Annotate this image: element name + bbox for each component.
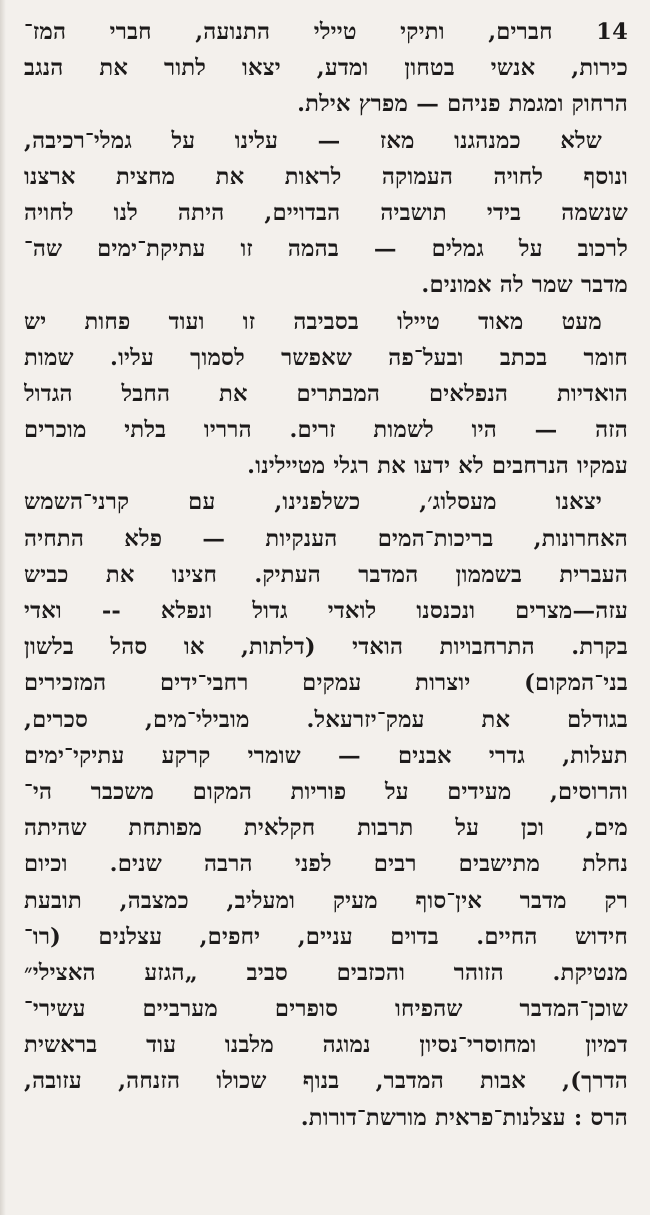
text-line: הזה — היו לשמות זרים. הרריו בלתי מוכרים — [24, 417, 628, 444]
page-edge-shadow — [0, 0, 6, 1215]
article-text — [24, 14, 628, 1136]
text-line: יצאנו מעסלוג׳, כשלפנינו, עם קרני־השמש — [24, 489, 602, 516]
text-line: האחרונות, בריכות־המים הענקיות — פלא התחיה — [24, 525, 628, 552]
text-line: ונוסף לחויה העמוקה לראות את מחצית ארצנו — [24, 163, 628, 190]
text-line: הרחוק ומגמת פניהם — מפרץ אילת. — [297, 91, 628, 118]
text-line: בקרת. התרחבויות הואדי (דלתות, או סהל בלשון — [24, 634, 628, 661]
text-line: עזה—מצרים ונכנסנו לואדי גדול ונפלא -- ואדי — [24, 598, 628, 624]
text-line: הרס : עצלנות־פראית מורשת־דורות. — [300, 1104, 628, 1131]
text-line: מים, וכן על תרבות חקלאית מפותחת שהיתה — [24, 815, 628, 842]
text-line: חידוש החיים. בדוים עניים, יחפים, עצלנים (רו־ — [24, 923, 628, 950]
text-line: לרכוב על גמלים — בהמה זו עתיקת־ימים שה־ — [24, 236, 628, 263]
text-line: שנשמה בידי תושביה הבדויים, היתה לנו לחויה — [24, 199, 628, 226]
text-line: נחלת מתישבים רבים לפני הרבה שנים. וכיום — [24, 851, 628, 878]
text-line: מנטיקת. הזוהר והכזבים סביב „הגזע האצילי״ — [24, 959, 628, 986]
text-line: חומר בכתב ובעל־פה שאפשר לסמוך עליו. שמות — [24, 344, 628, 371]
text-line: הדרך), אבות המדבר, בנוף שכולו הזנחה, עזובה, — [24, 1068, 628, 1095]
text-line: שלא כמנהגנו מאז — עלינו על גמלי־רכיבה, — [24, 127, 602, 154]
text-line: כירות, אנשי בטחון ומדע, יצאו לתור את הנגב — [24, 55, 628, 82]
text-line: מעט מאוד טיילו בסביבה זו ועוד פחות יש — [24, 308, 602, 335]
text-line: תעלות, גדרי אבנים — שומרי קרקע עתיקי־ימים — [24, 742, 628, 769]
text-line: בני־המקום) יוצרות עמקים רחבי־ידים המזכירים — [24, 670, 628, 697]
text-line: והרוסים, מעידים על פוריות המקום משכבר הי־ — [24, 778, 628, 805]
text-line: רק מדבר אין־סוף מעיק ומעליב, כמצבה, תובעת — [24, 887, 628, 914]
text-line: בגודלם את עמק־יזרעאל. מובילי־מים, סכרים, — [24, 706, 628, 733]
text-line: שוכן־המדבר שהפיחו סופרים מערביים עשירי־ — [24, 996, 628, 1023]
text-line: העברית בשממון המדבר העתיק. חצינו את כביש — [24, 561, 628, 588]
text-line: הואדיות הנפלאים המבתרים את החבל הגדול — [24, 380, 628, 407]
text-line: דמיון ומחוסרי־נסיון נמוגה מלבנו עוד בראשית — [24, 1032, 628, 1059]
text-line: 14 חברים, ותיקי טיילי התנועה, חברי המז־ — [24, 19, 628, 45]
text-line: עמקיו הנרחבים לא ידעו את רגלי מטיילינו. — [247, 453, 628, 480]
text-line: מדבר שמר לה אמונים. — [421, 272, 628, 299]
